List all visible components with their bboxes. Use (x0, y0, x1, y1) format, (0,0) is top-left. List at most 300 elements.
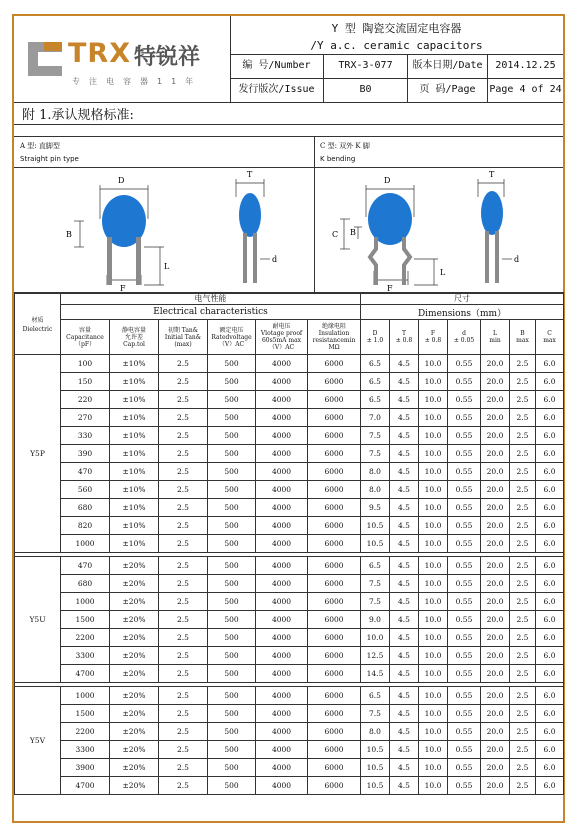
table-cell: 500 (208, 427, 256, 445)
table-cell: 7.0 (361, 409, 390, 427)
table-cell: 10.5 (361, 741, 390, 759)
table-row (15, 373, 564, 391)
table-cell: 6.5 (361, 687, 390, 705)
table-cell: 500 (208, 535, 256, 553)
table-cell: 4.5 (390, 575, 419, 593)
dim-label-b: B (66, 230, 72, 239)
table-cell: 500 (208, 445, 256, 463)
table-cell: 6.0 (536, 517, 564, 535)
table-cell: 8.0 (361, 463, 390, 481)
dim-label-l: L (164, 262, 170, 271)
table-cell: 4000 (256, 575, 308, 593)
table-row (15, 759, 564, 777)
table-cell: 6000 (308, 723, 361, 741)
table-cell: 6000 (308, 575, 361, 593)
table-cell: 9.0 (361, 611, 390, 629)
table-cell: 500 (208, 687, 256, 705)
table-cell: 2.5 (510, 517, 536, 535)
table-cell: 10.0 (419, 499, 448, 517)
table-cell: 7.5 (361, 445, 390, 463)
lead-right-c (404, 237, 410, 285)
table-cell: 4.5 (390, 409, 419, 427)
table-cell: 0.55 (448, 463, 481, 481)
table-row (15, 723, 564, 741)
type-a-title: A 型: 直脚型 (20, 142, 60, 150)
drawing-table (14, 136, 563, 294)
column-header: 静电容量 允许差 Cap.tol (110, 320, 159, 355)
table-cell: 500 (208, 409, 256, 427)
table-cell: 4000 (256, 705, 308, 723)
table-cell: 6000 (308, 409, 361, 427)
table-cell: 2.5 (159, 445, 208, 463)
table-cell: ±20% (110, 611, 159, 629)
table-cell: 10.0 (419, 481, 448, 499)
table-cell: 0.55 (448, 481, 481, 499)
table-cell: 20.0 (481, 741, 510, 759)
table-cell: 6.0 (536, 499, 564, 517)
capacitor-body-side-a (239, 193, 261, 237)
table-cell: 3300 (61, 741, 110, 759)
table-cell: 2.5 (510, 463, 536, 481)
table-cell: 500 (208, 723, 256, 741)
table-cell: 2.5 (510, 705, 536, 723)
table-cell: 12.5 (361, 647, 390, 665)
table-row (15, 647, 564, 665)
table-cell: 6.0 (536, 647, 564, 665)
table-cell: 2.5 (159, 427, 208, 445)
table-cell: 6000 (308, 647, 361, 665)
table-cell: 10.5 (361, 535, 390, 553)
table-cell: 10.0 (419, 629, 448, 647)
table-cell: ±10% (110, 445, 159, 463)
table-cell: 560 (61, 481, 110, 499)
table-cell: 500 (208, 705, 256, 723)
number-label: 编 号/Number (230, 54, 324, 78)
document-title (230, 16, 563, 55)
table-cell: 6000 (308, 557, 361, 575)
table-cell: 0.55 (448, 557, 481, 575)
material-header: 材质 Dielectric (15, 293, 61, 355)
table-cell: 4000 (256, 611, 308, 629)
table-cell: 2.5 (510, 427, 536, 445)
table-cell: 6.0 (536, 687, 564, 705)
table-cell: 6.5 (361, 391, 390, 409)
table-cell: ±10% (110, 517, 159, 535)
table-cell: 6000 (308, 593, 361, 611)
table-cell: 680 (61, 575, 110, 593)
table-cell: 10.0 (419, 463, 448, 481)
table-cell: 6.0 (536, 427, 564, 445)
table-cell: 20.0 (481, 665, 510, 683)
date-value: 2014.12.25 (495, 60, 556, 71)
issue-value: B0 (324, 78, 408, 102)
table-cell: 4000 (256, 665, 308, 683)
table-cell: 500 (208, 593, 256, 611)
table-cell: 2200 (61, 629, 110, 647)
dim-label-t: T (247, 170, 253, 179)
dimension-header-cn: 尺寸 (361, 293, 564, 305)
table-cell: 10.0 (419, 723, 448, 741)
table-cell: 20.0 (481, 593, 510, 611)
table-cell: 6.5 (361, 557, 390, 575)
issue-label: 发行版次/Issue (230, 78, 324, 102)
table-cell: 6.0 (536, 723, 564, 741)
table-cell: 6000 (308, 427, 361, 445)
table-cell: 0.55 (448, 629, 481, 647)
table-cell: ±10% (110, 391, 159, 409)
table-cell: 10.0 (419, 705, 448, 723)
table-cell: 4.5 (390, 427, 419, 445)
table-cell: 10.0 (419, 535, 448, 553)
table-cell: 4000 (256, 629, 308, 647)
column-header: D ± 1.0 (361, 320, 390, 355)
table-cell: 6.0 (536, 759, 564, 777)
table-cell: 6.0 (536, 557, 564, 575)
table-cell: 10.0 (419, 611, 448, 629)
table-cell: ±20% (110, 557, 159, 575)
table-cell: 1000 (61, 593, 110, 611)
column-header: L min (481, 320, 510, 355)
capacitor-body-side-c (481, 191, 503, 235)
column-header: 耐电压 Vlotage proof 60s5mA max （V）AC (256, 320, 308, 355)
table-row (15, 777, 564, 795)
type-c-drawing (314, 137, 563, 293)
table-cell: 4000 (256, 647, 308, 665)
table-cell: 2.5 (159, 687, 208, 705)
table-cell: 500 (208, 741, 256, 759)
table-cell: 4000 (256, 463, 308, 481)
table-cell: 2.5 (510, 629, 536, 647)
table-cell: 4000 (256, 741, 308, 759)
number-value: TRX-3-077 (324, 54, 408, 78)
brand-slogan: 专注电容器11年 (72, 77, 203, 86)
table-row (15, 687, 564, 705)
lead-left-c (370, 237, 376, 285)
column-header: T ± 0.8 (390, 320, 419, 355)
table-cell: 2.5 (159, 759, 208, 777)
table-cell: 4000 (256, 517, 308, 535)
table-cell: ±20% (110, 665, 159, 683)
table-cell: ±10% (110, 463, 159, 481)
table-row (15, 575, 564, 593)
table-cell: 4000 (256, 355, 308, 373)
logo-mark-icon (28, 42, 62, 76)
table-cell: 6000 (308, 535, 361, 553)
spec-table (14, 292, 564, 795)
table-cell: 1000 (61, 535, 110, 553)
dim-label-l-c: L (440, 268, 446, 277)
table-cell: 4000 (256, 723, 308, 741)
table-cell: ±20% (110, 759, 159, 777)
table-cell: 680 (61, 499, 110, 517)
table-cell: 0.55 (448, 427, 481, 445)
table-cell: 20.0 (481, 427, 510, 445)
table-cell: 4.5 (390, 535, 419, 553)
table-cell: 0.55 (448, 391, 481, 409)
table-cell: 2200 (61, 723, 110, 741)
column-header: B max (510, 320, 536, 355)
table-cell: 20.0 (481, 777, 510, 795)
table-cell: 10.0 (419, 391, 448, 409)
table-cell: 2.5 (159, 665, 208, 683)
table-cell: 10.0 (419, 373, 448, 391)
lead-left-a (107, 237, 112, 285)
table-cell: 20.0 (481, 391, 510, 409)
table-cell: 8.0 (361, 723, 390, 741)
table-cell: 6.0 (536, 665, 564, 683)
document-meta (230, 54, 563, 102)
table-cell: 10.0 (419, 593, 448, 611)
table-cell: 2.5 (510, 373, 536, 391)
table-cell: 10.0 (419, 777, 448, 795)
table-row (15, 445, 564, 463)
table-cell: 7.5 (361, 427, 390, 445)
material-cell: Y5P (15, 355, 61, 553)
table-cell: 2.5 (510, 687, 536, 705)
table-cell: 2.5 (159, 647, 208, 665)
table-cell: 6.0 (536, 611, 564, 629)
annex-divider (14, 124, 563, 125)
table-cell: 500 (208, 391, 256, 409)
material-cell: Y5U (15, 557, 61, 683)
table-cell: 6000 (308, 517, 361, 535)
table-cell: 4.5 (390, 759, 419, 777)
table-cell: 470 (61, 557, 110, 575)
table-cell: 2.5 (159, 463, 208, 481)
table-cell: 0.55 (448, 517, 481, 535)
table-cell: 0.55 (448, 409, 481, 427)
table-cell: 500 (208, 647, 256, 665)
table-cell: 2.5 (510, 741, 536, 759)
header-divider (14, 102, 563, 103)
table-cell: 0.55 (448, 373, 481, 391)
table-cell: 6000 (308, 463, 361, 481)
table-cell: 4000 (256, 777, 308, 795)
table-cell: 20.0 (481, 373, 510, 391)
table-cell: 6000 (308, 705, 361, 723)
type-c-subtitle: K bending (320, 155, 356, 163)
table-cell: 4.5 (390, 741, 419, 759)
table-cell: 6000 (308, 687, 361, 705)
table-cell: 6000 (308, 629, 361, 647)
table-cell: 8.0 (361, 481, 390, 499)
table-cell: 4.5 (390, 687, 419, 705)
table-cell: 500 (208, 373, 256, 391)
table-cell: 500 (208, 355, 256, 373)
table-row (15, 355, 564, 373)
table-cell: 6.0 (536, 777, 564, 795)
brand-name: TRX (68, 38, 132, 69)
table-cell: 6.0 (536, 629, 564, 647)
table-cell: ±10% (110, 373, 159, 391)
table-cell: 6000 (308, 499, 361, 517)
table-cell: 0.55 (448, 445, 481, 463)
table-cell: ±20% (110, 741, 159, 759)
table-row (15, 463, 564, 481)
table-cell: ±10% (110, 535, 159, 553)
table-cell: 4000 (256, 427, 308, 445)
table-row (15, 557, 564, 575)
table-cell: 500 (208, 557, 256, 575)
table-cell: 4.5 (390, 705, 419, 723)
k-bending-diagram (314, 167, 563, 293)
table-cell: 2.5 (510, 391, 536, 409)
table-cell: 4700 (61, 777, 110, 795)
type-a-subtitle: Straight pin type (20, 155, 79, 163)
table-cell: ±20% (110, 777, 159, 795)
table-cell: 500 (208, 481, 256, 499)
table-row (15, 481, 564, 499)
dim-label-d: D (118, 176, 125, 185)
electrical-header-en: Electrical characteristics (61, 305, 361, 320)
table-cell: 2.5 (510, 409, 536, 427)
dimension-header-en: Dimensions（mm） (361, 305, 564, 320)
table-row (15, 517, 564, 535)
table-cell: 4.5 (390, 593, 419, 611)
table-cell: 20.0 (481, 611, 510, 629)
table-cell: 7.5 (361, 705, 390, 723)
table-row (15, 593, 564, 611)
table-cell: 6.5 (361, 373, 390, 391)
table-cell: 20.0 (481, 355, 510, 373)
table-row (15, 741, 564, 759)
table-cell: 10.0 (419, 557, 448, 575)
table-cell: 2.5 (510, 723, 536, 741)
table-cell: 6000 (308, 759, 361, 777)
table-cell: 2.5 (510, 593, 536, 611)
table-cell: 1500 (61, 611, 110, 629)
table-cell: 20.0 (481, 629, 510, 647)
table-cell: 330 (61, 427, 110, 445)
table-cell: 20.0 (481, 575, 510, 593)
dim-label-f: F (120, 284, 126, 293)
table-cell: 14.5 (361, 665, 390, 683)
table-cell: 10.0 (419, 575, 448, 593)
table-cell: 500 (208, 777, 256, 795)
table-cell: 2.5 (510, 535, 536, 553)
page-label: 页 码/Page (408, 78, 488, 102)
table-cell: 2.5 (159, 355, 208, 373)
table-cell: 0.55 (448, 723, 481, 741)
table-row (15, 499, 564, 517)
date-label: 版本日期/Date (408, 54, 488, 78)
table-cell: 6000 (308, 777, 361, 795)
table-cell: 6.0 (536, 409, 564, 427)
table-cell: 6000 (308, 481, 361, 499)
table-cell: 4000 (256, 373, 308, 391)
table-cell: 2.5 (159, 575, 208, 593)
table-row (15, 409, 564, 427)
lead-right-a (136, 237, 141, 285)
table-cell: 6.0 (536, 535, 564, 553)
table-row (15, 427, 564, 445)
column-header: 初期 Tan& Initial Tan& (max) (159, 320, 208, 355)
table-cell: 4000 (256, 535, 308, 553)
table-cell: 2.5 (159, 741, 208, 759)
table-cell: 10.0 (419, 427, 448, 445)
column-header: 绝缘电阻 Insulation resistancemin MΩ (308, 320, 361, 355)
table-cell: 6.0 (536, 391, 564, 409)
table-cell: 2.5 (159, 777, 208, 795)
title-en: /Y a.c. ceramic capacitors (310, 39, 483, 52)
table-cell: 2.5 (159, 391, 208, 409)
table-cell: 7.5 (361, 593, 390, 611)
table-cell: 20.0 (481, 557, 510, 575)
table-cell: 500 (208, 611, 256, 629)
table-cell: 2.5 (159, 409, 208, 427)
table-cell: 4.5 (390, 499, 419, 517)
dim-label-c: C (332, 230, 339, 239)
column-header: 额定电压 Ratedvoltage （V）AC (208, 320, 256, 355)
table-cell: 1500 (61, 705, 110, 723)
table-cell: 6000 (308, 611, 361, 629)
table-cell: 4.5 (390, 777, 419, 795)
table-row (15, 629, 564, 647)
table-cell: 6.0 (536, 741, 564, 759)
table-cell: 4.5 (390, 665, 419, 683)
table-cell: 4000 (256, 409, 308, 427)
table-cell: 10.5 (361, 777, 390, 795)
table-cell: 6.0 (536, 355, 564, 373)
table-cell: ±10% (110, 427, 159, 445)
table-cell: 470 (61, 463, 110, 481)
table-cell: 2.5 (159, 705, 208, 723)
table-cell: 4.5 (390, 647, 419, 665)
table-cell: 4.5 (390, 355, 419, 373)
table-cell: 0.55 (448, 499, 481, 517)
column-header: 容量 Capacitance （pF） (61, 320, 110, 355)
table-row (15, 705, 564, 723)
table-cell: 6.0 (536, 481, 564, 499)
company-logo (14, 16, 231, 102)
table-cell: 6000 (308, 373, 361, 391)
annex-title: 附 1.承认规格标准: (22, 108, 134, 123)
table-cell: 2.5 (159, 557, 208, 575)
dim-label-lead-d: d (272, 255, 278, 264)
table-cell: 2.5 (159, 517, 208, 535)
type-c-title: C 型: 双外 K 脚 (320, 142, 370, 150)
table-cell: ±10% (110, 409, 159, 427)
table-cell: 0.55 (448, 705, 481, 723)
dim-label-b-c: B (350, 228, 356, 237)
table-cell: 0.55 (448, 535, 481, 553)
table-cell: 2.5 (159, 593, 208, 611)
table-cell: 2.5 (510, 445, 536, 463)
table-cell: 500 (208, 499, 256, 517)
table-cell: 2.5 (510, 481, 536, 499)
table-cell: ±20% (110, 575, 159, 593)
table-cell: 500 (208, 517, 256, 535)
table-cell: 6.0 (536, 445, 564, 463)
column-header: C max (536, 320, 564, 355)
table-cell: 4000 (256, 445, 308, 463)
table-row (15, 611, 564, 629)
table-cell: 20.0 (481, 705, 510, 723)
table-cell: 10.0 (419, 409, 448, 427)
table-cell: 820 (61, 517, 110, 535)
column-header: F ± 0.8 (419, 320, 448, 355)
table-cell: 10.0 (419, 665, 448, 683)
table-cell: 270 (61, 409, 110, 427)
table-cell: 2.5 (510, 777, 536, 795)
table-cell: 0.55 (448, 647, 481, 665)
table-cell: 4000 (256, 687, 308, 705)
page-value: Page 4 of 24 (489, 84, 562, 95)
table-cell: ±20% (110, 593, 159, 611)
table-cell: 7.5 (361, 575, 390, 593)
brand-name-cn: 特锐祥 (134, 45, 201, 70)
table-cell: 10.0 (361, 629, 390, 647)
